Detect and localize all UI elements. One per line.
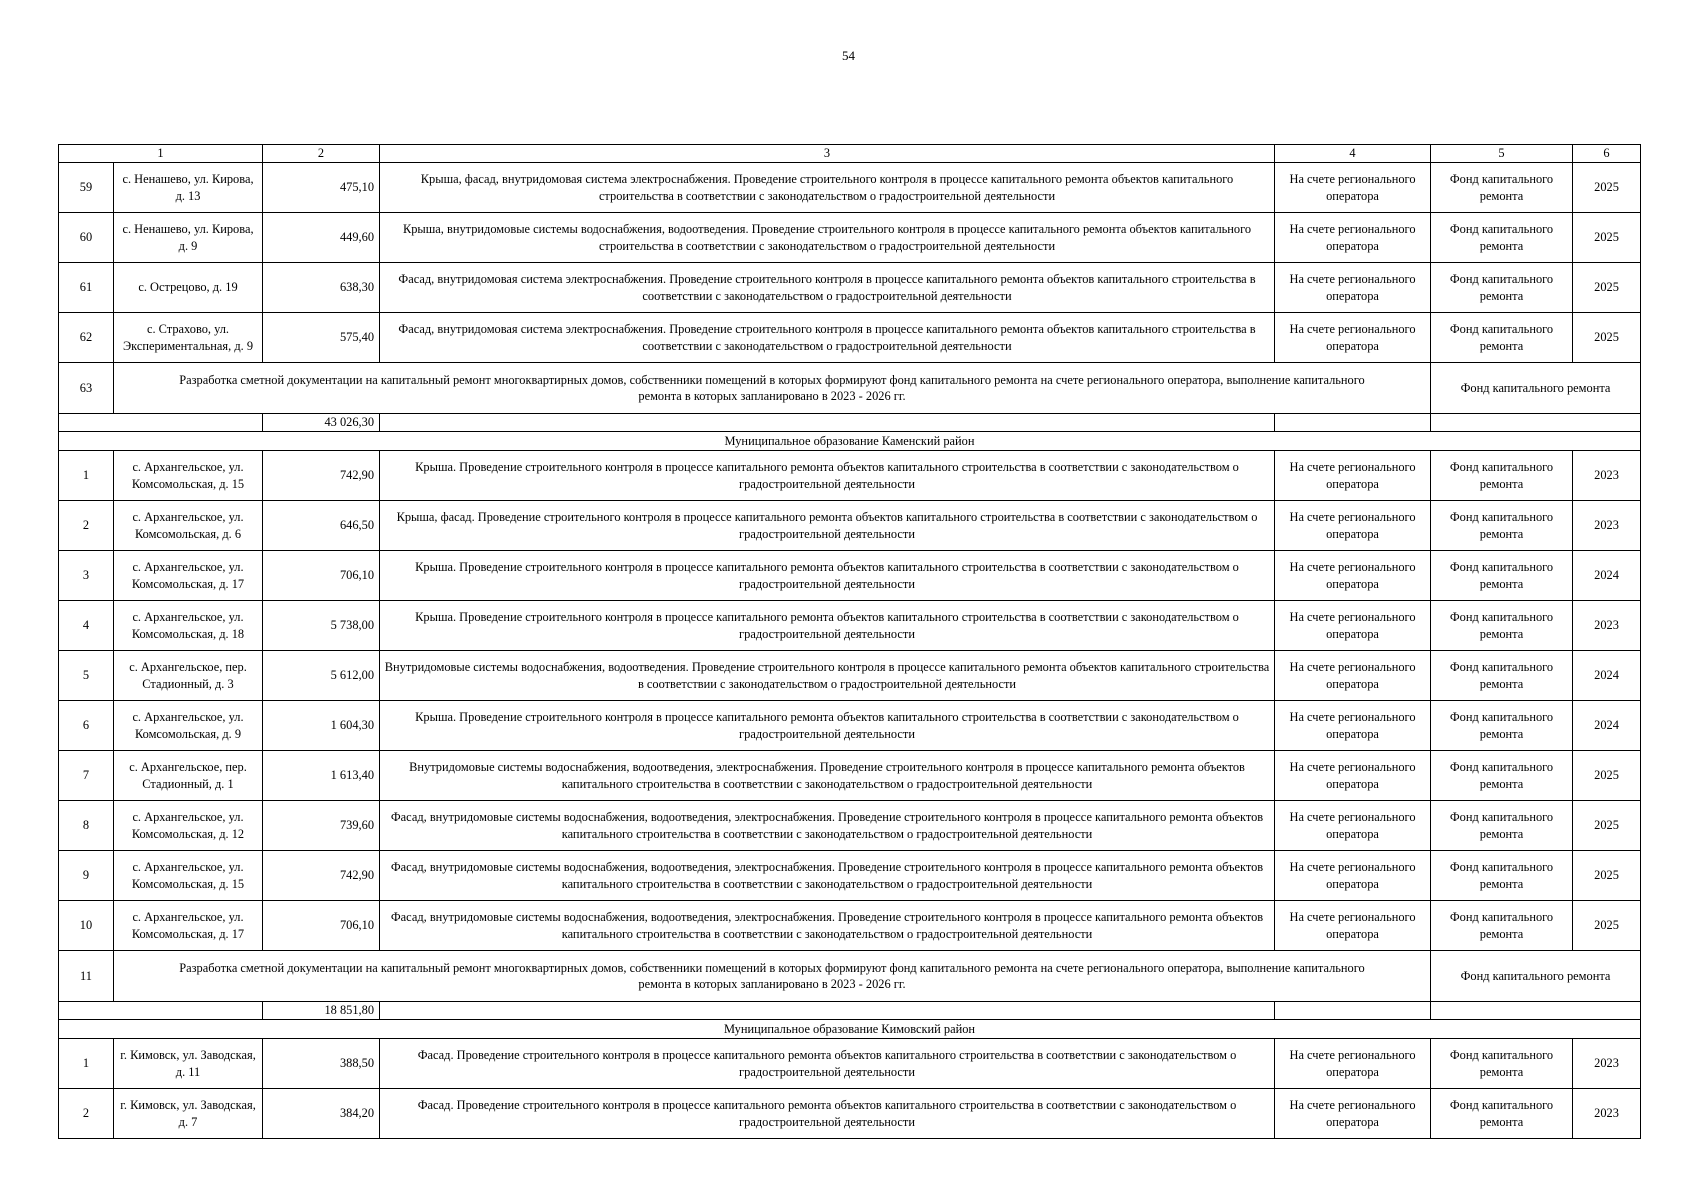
year-cell: 2023 [1573,1089,1641,1139]
account-cell: На счете регионального оператора [1275,651,1431,701]
area-cell: 575,40 [263,313,380,363]
account-cell: На счете регионального оператора [1275,751,1431,801]
row-number: 59 [59,163,114,213]
account-cell: На счете регионального оператора [1275,263,1431,313]
header-col-1: 1 [59,145,263,163]
row-number: 1 [59,1039,114,1089]
works-cell: Фасад, внутридомовая система электроснабжения. Проведение строительного контроля в процессе капитального ремонта объектов капитального строительства в соответствии с законодательством о градостроительной деятельности [380,263,1275,313]
funding-source-cell: Фонд капитального ремонта [1431,751,1573,801]
total-row [59,1002,1641,1020]
account-cell: На счете регионального оператора [1275,213,1431,263]
table-row [59,451,1641,501]
address-cell: с. Архангельское, ул. Комсомольская, д. 17 [114,901,263,951]
empty-cell [1275,1002,1431,1020]
table-row [59,651,1641,701]
table-row [59,213,1641,263]
municipality-section-row [59,1020,1641,1039]
account-cell: На счете регионального оператора [1275,501,1431,551]
table-row [59,701,1641,751]
table-row [59,501,1641,551]
year-cell: 2025 [1573,163,1641,213]
works-cell: Внутридомовые системы водоснабжения, водоотведения, электроснабжения. Проведение строительного контроля в процессе капитального ремонта объектов капитального строительства в соответствии с законодательством о градостроительной деятельности [380,751,1275,801]
works-cell: Фасад, внутридомовые системы водоснабжения, водоотведения, электроснабжения. Проведение строительного контроля в процессе капитального ремонта объектов капитального строительства в соответствии с законодательством о градостроительной деятельности [380,801,1275,851]
row-number: 4 [59,601,114,651]
row-number: 1 [59,451,114,501]
address-cell: г. Кимовск, ул. Заводская, д. 11 [114,1039,263,1089]
table-body [59,145,1641,1139]
row-number: 9 [59,851,114,901]
address-cell: с. Острецово, д. 19 [114,263,263,313]
table-row [59,601,1641,651]
row-number: 2 [59,501,114,551]
area-cell: 742,90 [263,451,380,501]
estimate-documentation-row [59,363,1641,414]
works-cell: Крыша, фасад. Проведение строительного контроля в процессе капитального ремонта объектов капитального строительства в соответствии с законодательством о градостроительной деятельности [380,501,1275,551]
header-col-2: 2 [263,145,380,163]
works-cell: Крыша. Проведение строительного контроля в процессе капитального ремонта объектов капитального строительства в соответствии с законодательством о градостроительной деятельности [380,601,1275,651]
year-cell: 2025 [1573,751,1641,801]
header-col-5: 5 [1431,145,1573,163]
account-cell: На счете регионального оператора [1275,1039,1431,1089]
funding-source-cell: Фонд капитального ремонта [1431,701,1573,751]
municipality-title: Муниципальное образование Кимовский район [59,1020,1641,1039]
works-cell: Крыша, фасад, внутридомовая система электроснабжения. Проведение строительного контроля в процессе капитального ремонта объектов капитального строительства в соответствии с законодательством о градостроительной деятельности [380,163,1275,213]
year-cell: 2025 [1573,213,1641,263]
year-cell: 2025 [1573,801,1641,851]
empty-cell [1275,414,1431,432]
total-area: 43 026,30 [263,414,380,432]
account-cell: На счете регионального оператора [1275,1089,1431,1139]
row-number: 6 [59,701,114,751]
area-cell: 638,30 [263,263,380,313]
row-number: 60 [59,213,114,263]
row-number: 63 [59,363,114,414]
funding-source-cell: Фонд капитального ремонта [1431,213,1573,263]
address-cell: с. Архангельское, ул. Комсомольская, д. 18 [114,601,263,651]
year-cell: 2024 [1573,701,1641,751]
table-row [59,1089,1641,1139]
area-cell: 646,50 [263,501,380,551]
header-col-6: 6 [1573,145,1641,163]
year-cell: 2023 [1573,451,1641,501]
year-cell: 2024 [1573,651,1641,701]
column-number-header [59,145,1641,163]
area-cell: 706,10 [263,901,380,951]
estimate-description: Разработка сметной документации на капитальный ремонт многоквартирных домов, собственники помещений в которых формируют фонд капитального ремонта на счете регионального оператора, выполнение капитального ремонта в которых запланировано в 2023 - 2026 гг. [114,951,1431,1002]
year-cell: 2025 [1573,263,1641,313]
row-number: 2 [59,1089,114,1139]
table-row [59,801,1641,851]
row-number: 62 [59,313,114,363]
total-area: 18 851,80 [263,1002,380,1020]
area-cell: 1 604,30 [263,701,380,751]
area-cell: 475,10 [263,163,380,213]
funding-source-cell: Фонд капитального ремонта [1431,551,1573,601]
header-col-4: 4 [1275,145,1431,163]
funding-source-cell: Фонд капитального ремонта [1431,951,1641,1002]
account-cell: На счете регионального оператора [1275,801,1431,851]
year-cell: 2024 [1573,551,1641,601]
address-cell: с. Ненашево, ул. Кирова, д. 9 [114,213,263,263]
account-cell: На счете регионального оператора [1275,701,1431,751]
header-col-3: 3 [380,145,1275,163]
row-number: 5 [59,651,114,701]
year-cell: 2023 [1573,501,1641,551]
area-cell: 742,90 [263,851,380,901]
year-cell: 2025 [1573,901,1641,951]
area-cell: 1 613,40 [263,751,380,801]
table-row [59,901,1641,951]
funding-source-cell: Фонд капитального ремонта [1431,163,1573,213]
account-cell: На счете регионального оператора [1275,851,1431,901]
account-cell: На счете регионального оператора [1275,451,1431,501]
works-cell: Фасад. Проведение строительного контроля в процессе капитального ремонта объектов капитального строительства в соответствии с законодательством о градостроительной деятельности [380,1089,1275,1139]
empty-cell [1431,1002,1641,1020]
funding-source-cell: Фонд капитального ремонта [1431,901,1573,951]
row-number: 8 [59,801,114,851]
account-cell: На счете регионального оператора [1275,601,1431,651]
address-cell: с. Архангельское, ул. Комсомольская, д. 9 [114,701,263,751]
address-cell: с. Архангельское, пер. Стадионный, д. 3 [114,651,263,701]
address-cell: с. Архангельское, ул. Комсомольская, д. 15 [114,851,263,901]
funding-source-cell: Фонд капитального ремонта [1431,501,1573,551]
table-row [59,163,1641,213]
row-number: 3 [59,551,114,601]
address-cell: с. Архангельское, ул. Комсомольская, д. 17 [114,551,263,601]
row-number: 10 [59,901,114,951]
address-cell: с. Ненашево, ул. Кирова, д. 13 [114,163,263,213]
address-cell: с. Архангельское, ул. Комсомольская, д. 12 [114,801,263,851]
funding-source-cell: Фонд капитального ремонта [1431,313,1573,363]
page-number: 54 [842,48,855,63]
area-cell: 388,50 [263,1039,380,1089]
works-cell: Крыша. Проведение строительного контроля в процессе капитального ремонта объектов капитального строительства в соответствии с законодательством о градостроительной деятельности [380,451,1275,501]
table-row [59,851,1641,901]
works-cell: Крыша. Проведение строительного контроля в процессе капитального ремонта объектов капитального строительства в соответствии с законодательством о градостроительной деятельности [380,701,1275,751]
works-cell: Фасад. Проведение строительного контроля в процессе капитального ремонта объектов капитального строительства в соответствии с законодательством о градостроительной деятельности [380,1039,1275,1089]
account-cell: На счете регионального оператора [1275,163,1431,213]
funding-source-cell: Фонд капитального ремонта [1431,263,1573,313]
area-cell: 706,10 [263,551,380,601]
table-row [59,1039,1641,1089]
table-row [59,551,1641,601]
works-cell: Фасад, внутридомовая система электроснабжения. Проведение строительного контроля в процессе капитального ремонта объектов капитального строительства в соответствии с законодательством о градостроительной деятельности [380,313,1275,363]
funding-source-cell: Фонд капитального ремонта [1431,801,1573,851]
year-cell: 2023 [1573,1039,1641,1089]
address-cell: г. Кимовск, ул. Заводская, д. 7 [114,1089,263,1139]
row-number: 7 [59,751,114,801]
table-row [59,751,1641,801]
estimate-description: Разработка сметной документации на капитальный ремонт многоквартирных домов, собственники помещений в которых формируют фонд капитального ремонта на счете регионального оператора, выполнение капитального ремонта в которых запланировано в 2023 - 2026 гг. [114,363,1431,414]
account-cell: На счете регионального оператора [1275,551,1431,601]
municipality-section-row [59,432,1641,451]
estimate-documentation-row [59,951,1641,1002]
works-cell: Фасад, внутридомовые системы водоснабжения, водоотведения, электроснабжения. Проведение строительного контроля в процессе капитального ремонта объектов капитального строительства в соответствии с законодательством о градостроительной деятельности [380,851,1275,901]
works-cell: Фасад, внутридомовые системы водоснабжения, водоотведения, электроснабжения. Проведение строительного контроля в процессе капитального ремонта объектов капитального строительства в соответствии с законодательством о градостроительной деятельности [380,901,1275,951]
funding-source-cell: Фонд капитального ремонта [1431,1089,1573,1139]
area-cell: 5 612,00 [263,651,380,701]
funding-source-cell: Фонд капитального ремонта [1431,651,1573,701]
total-row [59,414,1641,432]
table-row [59,263,1641,313]
address-cell: с. Архангельское, ул. Комсомольская, д. 15 [114,451,263,501]
year-cell: 2025 [1573,851,1641,901]
works-cell: Крыша. Проведение строительного контроля в процессе капитального ремонта объектов капитального строительства в соответствии с законодательством о градостроительной деятельности [380,551,1275,601]
year-cell: 2023 [1573,601,1641,651]
funding-source-cell: Фонд капитального ремонта [1431,1039,1573,1089]
funding-source-cell: Фонд капитального ремонта [1431,601,1573,651]
area-cell: 449,60 [263,213,380,263]
empty-cell [380,414,1275,432]
table-row [59,313,1641,363]
account-cell: На счете регионального оператора [1275,313,1431,363]
address-cell: с. Архангельское, пер. Стадионный, д. 1 [114,751,263,801]
funding-source-cell: Фонд капитального ремонта [1431,363,1641,414]
row-number: 11 [59,951,114,1002]
total-label-cell [59,414,263,432]
empty-cell [1431,414,1641,432]
funding-source-cell: Фонд капитального ремонта [1431,451,1573,501]
municipality-title: Муниципальное образование Каменский район [59,432,1641,451]
address-cell: с. Страхово, ул. Экспериментальная, д. 9 [114,313,263,363]
area-cell: 5 738,00 [263,601,380,651]
funding-source-cell: Фонд капитального ремонта [1431,851,1573,901]
area-cell: 739,60 [263,801,380,851]
empty-cell [380,1002,1275,1020]
account-cell: На счете регионального оператора [1275,901,1431,951]
works-cell: Внутридомовые системы водоснабжения, водоотведения. Проведение строительного контроля в процессе капитального ремонта объектов капитального строительства в соответствии с законодательством о градостроительной деятельности [380,651,1275,701]
works-cell: Крыша, внутридомовые системы водоснабжения, водоотведения. Проведение строительного контроля в процессе капитального ремонта объектов капитального строительства в соответствии с законодательством о градостроительной деятельности [380,213,1275,263]
area-cell: 384,20 [263,1089,380,1139]
capital-repair-table [58,144,1641,1139]
total-label-cell [59,1002,263,1020]
year-cell: 2025 [1573,313,1641,363]
address-cell: с. Архангельское, ул. Комсомольская, д. 6 [114,501,263,551]
row-number: 61 [59,263,114,313]
